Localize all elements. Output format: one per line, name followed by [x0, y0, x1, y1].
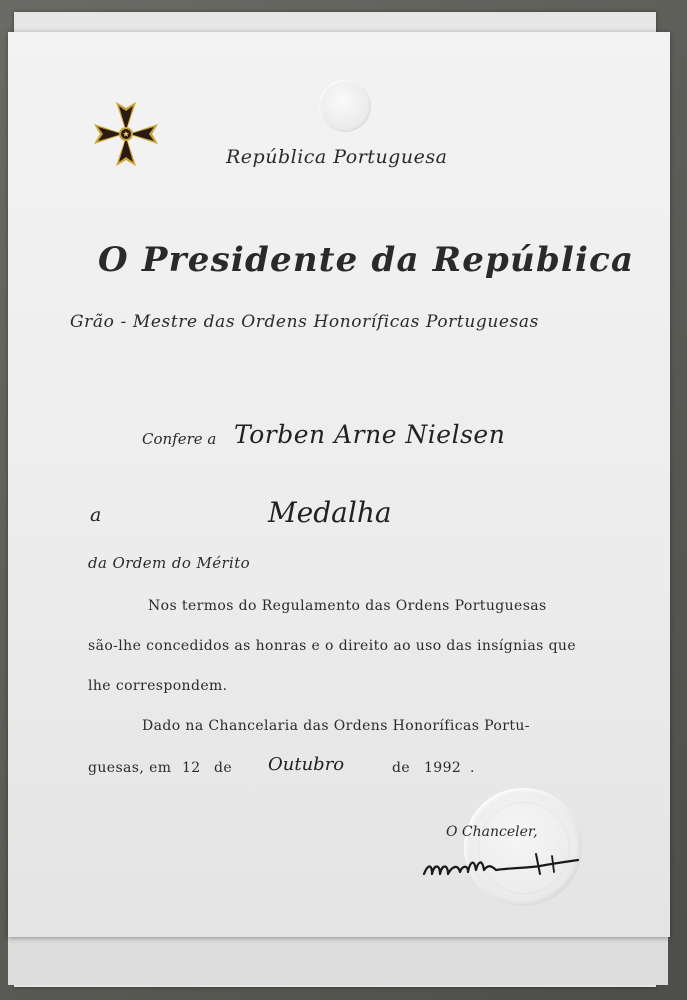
order-of-merit-cross-icon	[92, 100, 160, 168]
folder-edge	[8, 930, 668, 985]
award-article: a	[90, 504, 102, 526]
body-line-4: Dado na Chancelaria das Ordens Honoríficas Portu-	[142, 718, 530, 734]
date-de-1: de	[214, 760, 233, 776]
president-title: O Presidente da República	[98, 240, 635, 280]
body-line-3: lhe correspondem.	[88, 678, 228, 694]
embossed-arms-icon	[319, 80, 371, 132]
grand-master-subtitle: Grão - Mestre das Ordens Honoríficas Portuguesas	[70, 312, 539, 332]
republic-heading: República Portuguesa	[226, 146, 448, 168]
body-line-2: são-lhe concedidos as honras e o direito ao uso das insígnias que	[88, 638, 577, 654]
diploma-page	[8, 32, 670, 937]
date-line-prefix: guesas, em	[88, 760, 172, 776]
order-name: da Ordem do Mérito	[88, 554, 251, 572]
chancellor-title: O Chanceler,	[446, 824, 538, 840]
chancellor-signature	[418, 844, 588, 888]
date-period: .	[470, 760, 475, 776]
date-de-2: de	[392, 760, 411, 776]
date-year: 1992	[424, 760, 462, 776]
recipient-name: Torben Arne Nielsen	[234, 420, 506, 449]
confere-label: Confere a	[142, 430, 217, 448]
body-line-1: Nos termos do Regulamento das Ordens Portuguesas	[148, 598, 547, 614]
date-day: 12	[182, 760, 201, 776]
date-month: Outubro	[268, 754, 345, 775]
award-degree: Medalha	[268, 496, 392, 529]
